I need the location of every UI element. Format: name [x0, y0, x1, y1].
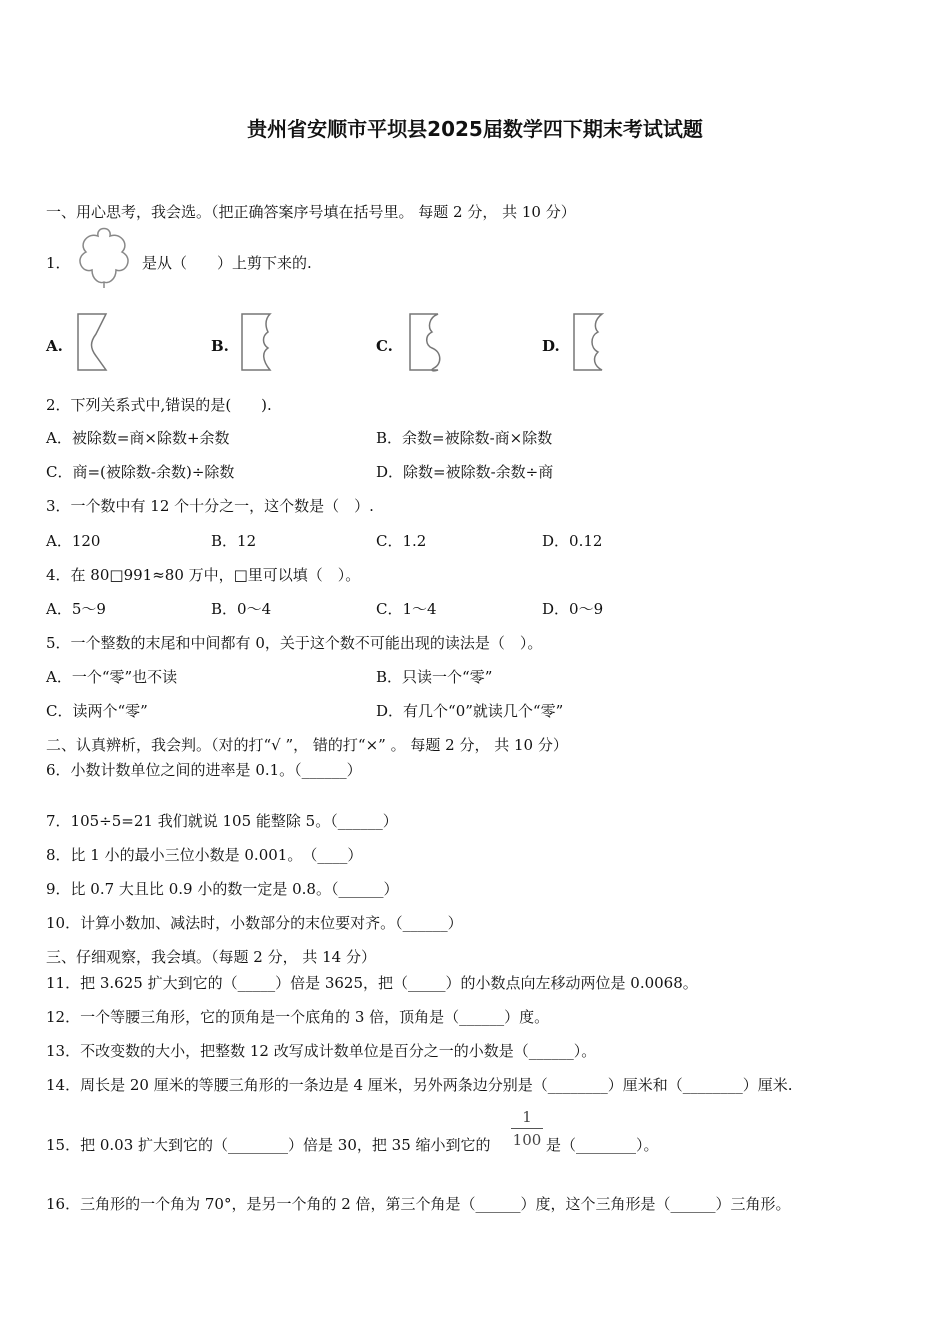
q3-option-a[interactable]: A．120	[46, 532, 101, 550]
q9-text: 9．比 0.7 大且比 0.9 小的数一定是 0.8。（______）	[46, 880, 399, 898]
cloud-shape-icon	[74, 224, 134, 288]
fraction-one-hundredth	[511, 1108, 543, 1149]
half-shape-b-icon	[240, 312, 274, 374]
q7-text: 7．105÷5=21 我们就说 105 能整除 5。（______）	[46, 812, 398, 830]
q1-option-b[interactable]: B.	[211, 337, 229, 355]
q10-text: 10．计算小数加、减法时，小数部分的末位要对齐。（______）	[46, 914, 463, 932]
q15-text-after: 是（________）。	[546, 1136, 659, 1154]
q4-option-b[interactable]: B．0～4	[211, 600, 272, 618]
q5-option-a[interactable]: A．一个“零”也不读	[46, 668, 178, 686]
half-shape-c-icon	[408, 312, 444, 374]
q1-option-d[interactable]: D.	[542, 337, 560, 355]
q8-text: 8．比 1 小的最小三位小数是 0.001。 （____）	[46, 846, 363, 864]
q4-text: 4．在 80□991≈80 万中，□里可以填（ ）。	[46, 566, 361, 584]
q5-option-d[interactable]: D．有几个“0”就读几个“零”	[376, 702, 564, 720]
q1-text: 是从（ ）上剪下来的.	[142, 254, 312, 272]
fraction-numerator: 1	[522, 1108, 532, 1126]
q2-option-a[interactable]: A．被除数=商×除数+余数	[46, 429, 230, 447]
q4-option-d[interactable]: D．0～9	[542, 600, 604, 618]
half-shape-d-icon	[572, 312, 608, 374]
section-1-heading: 一、用心思考，我会选。（把正确答案序号填在括号里。 每题 2 分， 共 10 分）	[46, 203, 576, 221]
q12-text: 12．一个等腰三角形，它的顶角是一个底角的 3 倍，顶角是（______）度。	[46, 1008, 550, 1026]
fraction-bar	[511, 1128, 543, 1129]
q11-text: 11．把 3.625 扩大到它的（_____）倍是 3625，把（_____）的小数点向左移动两位是 0.0068。	[46, 974, 698, 992]
q1-number: 1．	[46, 254, 71, 272]
q4-option-a[interactable]: A．5～9	[46, 600, 106, 618]
q6-text: 6．小数计数单位之间的进率是 0.1。（______）	[46, 761, 362, 779]
q3-option-c[interactable]: C．1.2	[376, 532, 427, 550]
q5-text: 5．一个整数的末尾和中间都有 0，关于这个数不可能出现的读法是（ ）。	[46, 634, 543, 652]
fraction-denominator: 100	[512, 1131, 542, 1149]
half-shape-a-icon	[76, 312, 110, 374]
q3-option-b[interactable]: B．12	[211, 532, 257, 550]
q2-option-b[interactable]: B．余数=被除数-商×除数	[376, 429, 553, 447]
section-3-heading: 三、仔细观察，我会填。（每题 2 分， 共 14 分）	[46, 948, 376, 966]
q3-option-d[interactable]: D．0.12	[542, 532, 603, 550]
q13-text: 13．不改变数的大小，把整数 12 改写成计数单位是百分之一的小数是（______）。	[46, 1042, 597, 1060]
q4-option-c[interactable]: C．1～4	[376, 600, 437, 618]
q16-text: 16．三角形的一个角为 70°，是另一个角的 2 倍，第三个角是（______）度，这个三角形是（______）三角形。	[46, 1195, 791, 1213]
q5-option-c[interactable]: C．读两个“零”	[46, 702, 148, 720]
q15-text-before: 15．把 0.03 扩大到它的（________）倍是 30，把 35 缩小到它的	[46, 1136, 491, 1154]
section-2-heading: 二、认真辨析，我会判。（对的打“√ ”， 错的打“×” 。 每题 2 分， 共 10 分）	[46, 736, 568, 754]
page-title: 贵州省安顺市平坝县2025届数学四下期末考试试题	[247, 117, 703, 141]
q1-option-a[interactable]: A.	[46, 337, 63, 355]
q2-text: 2．下列关系式中,错误的是( ).	[46, 396, 272, 414]
q5-option-b[interactable]: B．只读一个“零”	[376, 668, 493, 686]
q3-text: 3．一个数中有 12 个十分之一，这个数是（ ）.	[46, 497, 374, 515]
q14-text: 14．周长是 20 厘米的等腰三角形的一条边是 4 厘米，另外两条边分别是（________）厘米和（________）厘米.	[46, 1076, 793, 1094]
q2-option-d[interactable]: D．除数=被除数-余数÷商	[376, 463, 554, 481]
q2-option-c[interactable]: C．商=(被除数-余数)÷除数	[46, 463, 235, 481]
q1-option-c[interactable]: C.	[376, 337, 393, 355]
